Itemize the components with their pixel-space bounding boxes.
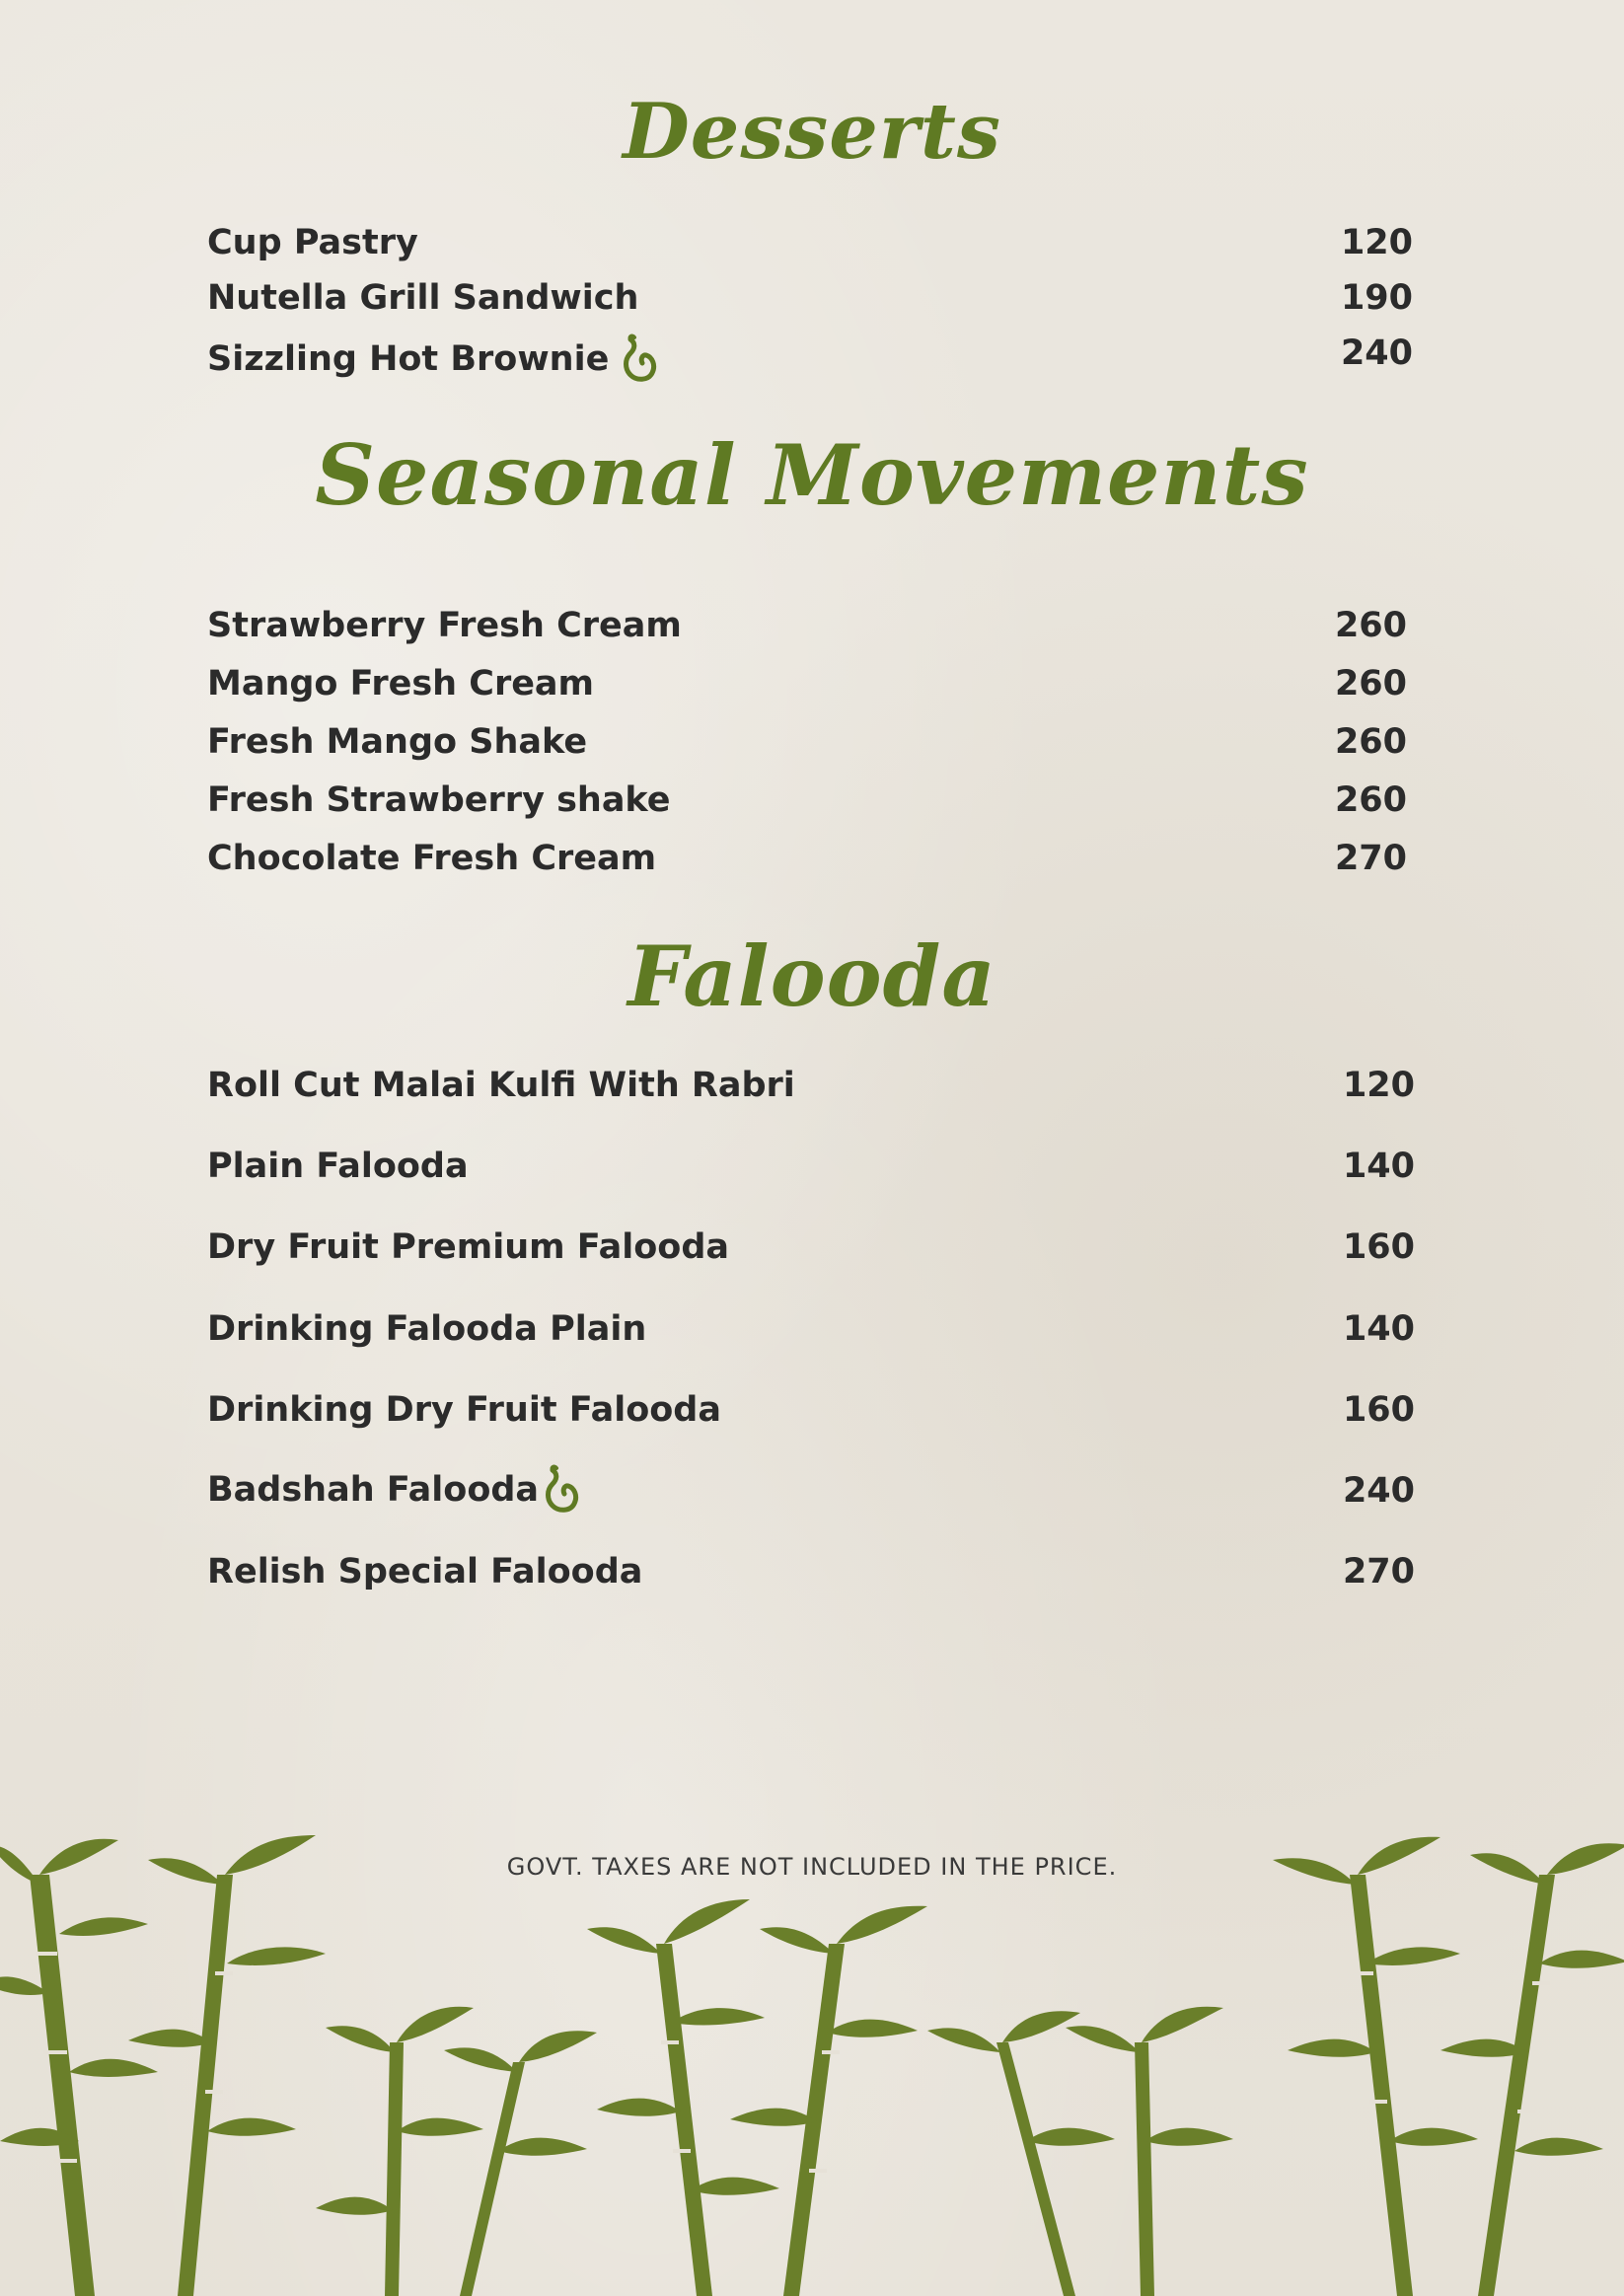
menu-item bbox=[207, 1066, 795, 1105]
bamboo-decoration bbox=[0, 1815, 1624, 2296]
item-name: Roll Cut Malai Kulfi With Rabri bbox=[207, 1066, 795, 1105]
chili-icon bbox=[619, 333, 658, 385]
section-title-falooda: Falooda bbox=[627, 927, 997, 1025]
menu-item bbox=[207, 1464, 580, 1516]
item-price: 240 bbox=[1340, 333, 1413, 373]
item-name: Nutella Grill Sandwich bbox=[207, 278, 639, 318]
menu-item bbox=[207, 1147, 469, 1186]
item-name: Chocolate Fresh Cream bbox=[207, 839, 657, 878]
item-price: 160 bbox=[1342, 1227, 1415, 1267]
menu-item bbox=[207, 722, 587, 762]
item-name: Fresh Strawberry shake bbox=[207, 780, 671, 820]
chili-icon bbox=[541, 1464, 580, 1516]
item-price: 120 bbox=[1340, 223, 1413, 262]
menu-item bbox=[207, 664, 594, 704]
menu-item bbox=[207, 780, 671, 820]
menu-item bbox=[207, 333, 658, 385]
item-price: 240 bbox=[1342, 1471, 1415, 1511]
item-price: 270 bbox=[1342, 1552, 1415, 1592]
menu-item bbox=[207, 1552, 642, 1592]
menu-item bbox=[207, 1309, 646, 1349]
item-name: Strawberry Fresh Cream bbox=[207, 606, 682, 645]
item-price: 260 bbox=[1334, 664, 1407, 704]
tax-note: GOVT. TAXES ARE NOT INCLUDED IN THE PRICE. bbox=[506, 1853, 1118, 1881]
menu-item bbox=[207, 606, 682, 645]
item-price: 190 bbox=[1340, 278, 1413, 318]
item-price: 260 bbox=[1334, 722, 1407, 762]
item-name: Fresh Mango Shake bbox=[207, 722, 588, 762]
item-name: Mango Fresh Cream bbox=[207, 664, 595, 704]
menu-item bbox=[207, 1390, 721, 1430]
item-name: Drinking Dry Fruit Falooda bbox=[207, 1390, 721, 1430]
item-price: 160 bbox=[1342, 1390, 1415, 1430]
item-price: 140 bbox=[1342, 1309, 1415, 1349]
menu-item bbox=[207, 1227, 729, 1267]
item-price: 140 bbox=[1342, 1147, 1415, 1186]
item-name: Badshah Falooda bbox=[207, 1470, 540, 1510]
item-price: 260 bbox=[1334, 606, 1407, 645]
menu-item bbox=[207, 278, 638, 318]
item-price: 260 bbox=[1334, 780, 1407, 820]
menu-item bbox=[207, 223, 418, 262]
item-name: Dry Fruit Premium Falooda bbox=[207, 1227, 729, 1267]
item-price: 270 bbox=[1334, 839, 1407, 878]
item-name: Plain Falooda bbox=[207, 1147, 469, 1186]
item-name: Sizzling Hot Brownie bbox=[207, 339, 610, 379]
item-name: Drinking Falooda Plain bbox=[207, 1309, 647, 1349]
menu-item bbox=[207, 839, 656, 878]
item-price: 120 bbox=[1342, 1066, 1415, 1105]
item-name: Cup Pastry bbox=[207, 223, 418, 262]
item-name: Relish Special Falooda bbox=[207, 1552, 643, 1592]
section-title-desserts: Desserts bbox=[623, 87, 1001, 177]
section-title-seasonal-movements: Seasonal Movements bbox=[315, 426, 1309, 524]
